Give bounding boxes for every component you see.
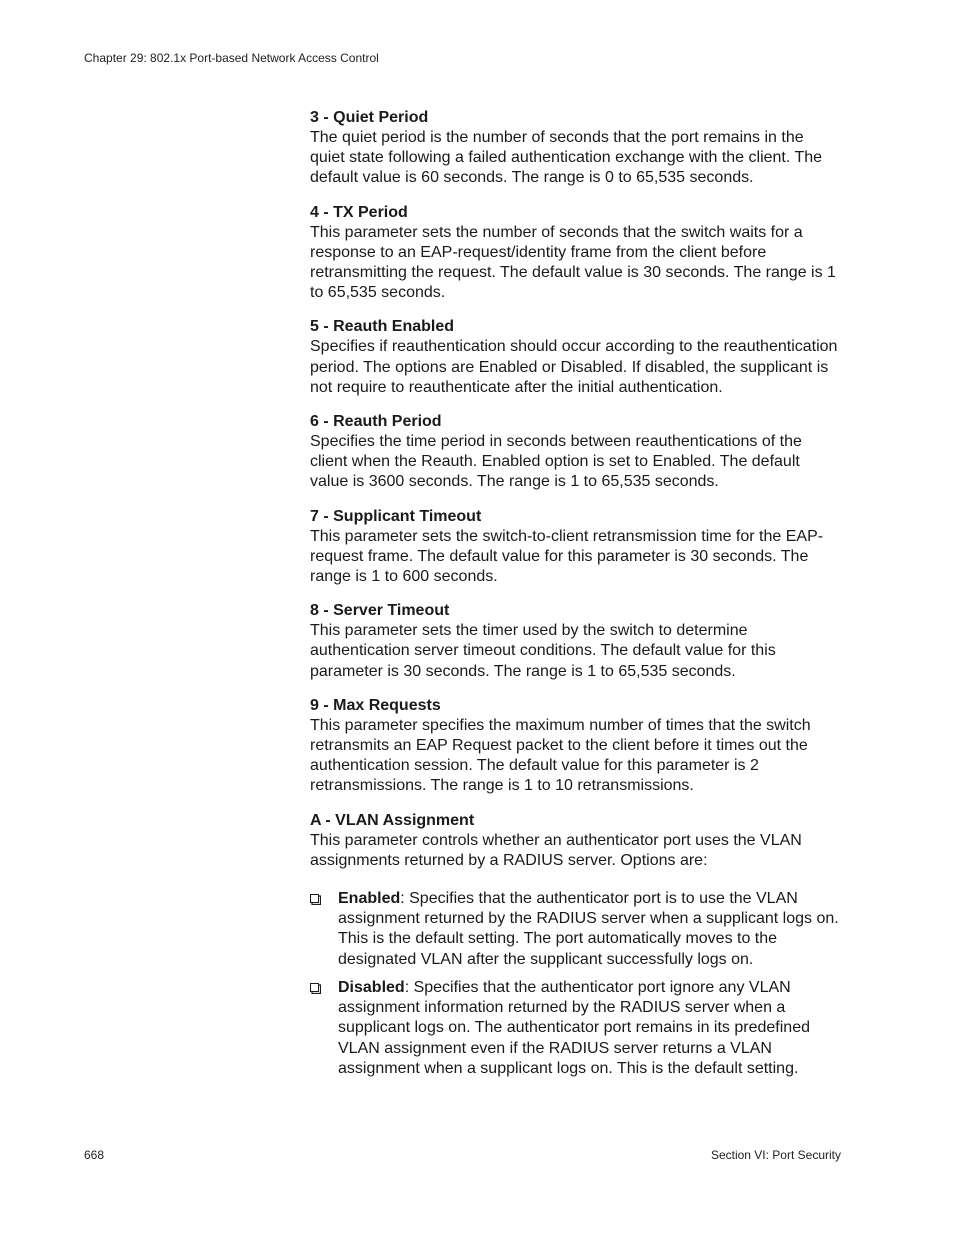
section-title: 7 - Supplicant Timeout: [310, 507, 482, 525]
section-title: 5 - Reauth Enabled: [310, 318, 455, 336]
main-content: [310, 108, 842, 1093]
section-title: 6 - Reauth Period: [310, 413, 442, 431]
section-title: 4 - TX Period: [310, 203, 408, 221]
section-body: This parameter sets the timer used by the switch to determine authentication server timeout conditions. The default value for this parameter is 30 seconds. The range is 1 to 65,535 seconds.: [310, 622, 776, 680]
list-item: [310, 978, 842, 1079]
section-title: 8 - Server Timeout: [310, 602, 450, 620]
section-title: 9 - Max Requests: [310, 696, 441, 714]
list-item: [310, 889, 842, 970]
section-title: 3 - Quiet Period: [310, 109, 429, 126]
section-body: This parameter controls whether an authenticator port uses the VLAN assignments returned by a RADIUS server. Options are:: [310, 831, 802, 869]
section-reauth-enabled: [310, 317, 842, 398]
section-title: A - VLAN Assignment: [310, 811, 475, 829]
vlan-options-list: [310, 889, 842, 1079]
section-vlan-assignment: [310, 811, 842, 1079]
option-text: : Specifies that the authenticator port ignore any VLAN assignment information returned by the RADIUS server when a supplicant logs on. The authenticator port remains in its predefined VLAN assignment even if the RADIUS server returns a VLAN assignment when a supplicant logs on. This is the default setting.: [338, 978, 810, 1077]
page-header: Chapter 29: 802.1x Port-based Network Access Control: [84, 51, 379, 65]
section-body: The quiet period is the number of seconds that the port remains in the quiet state following a failed authentication exchange with the client. The default value is 60 seconds. The range is 0 to 65,535 seconds.: [310, 129, 823, 187]
section-body: This parameter sets the number of seconds that the switch waits for a response to an EAP-request/identity frame from the client before retransmitting the request. The default value is 30 seconds. The range is 1 to 65,535 seconds.: [310, 223, 836, 302]
section-body: Specifies if reauthentication should occur according to the reauthentication period. The options are Enabled or Disabled. If disabled, the supplicant is not require to reauthenticate after the initial authentication.: [310, 338, 838, 396]
section-body: This parameter sets the switch-to-client retransmission time for the EAP-request frame. The default value for this parameter is 30 seconds. The range is 1 to 600 seconds.: [310, 527, 824, 586]
section-max-requests: [310, 696, 842, 797]
checkbox-bullet-icon: [310, 983, 321, 994]
checkbox-bullet-icon: [310, 894, 321, 905]
section-body: This parameter specifies the maximum number of times that the switch retransmits an EAP Request packet to the client before it times out the authentication session. The default value for this parameter is 2 retransmissions. The range is 1 to 10 retransmissions.: [310, 716, 811, 795]
section-quiet-period: [310, 108, 842, 189]
page-number: 668: [84, 1148, 105, 1162]
section-tx-period: [310, 203, 842, 304]
section-supplicant-timeout: [310, 507, 842, 588]
option-term: Enabled: [338, 890, 401, 908]
option-text: : Specifies that the authenticator port is to use the VLAN assignment returned by the RADIUS server when a supplicant logs on. This is the default setting. The port automatically moves to the designated VLAN after the supplicant successfully logs on.: [338, 890, 839, 968]
option-term: Disabled: [338, 978, 405, 996]
section-server-timeout: [310, 601, 842, 682]
section-body: Specifies the time period in seconds between reauthentications of the client when the Reauth. Enabled option is set to Enabled. The default value is 3600 seconds. The range is 1 to 65,535 seconds.: [310, 433, 802, 491]
footer-section: Section VI: Port Security: [710, 1148, 841, 1162]
section-reauth-period: [310, 412, 842, 493]
